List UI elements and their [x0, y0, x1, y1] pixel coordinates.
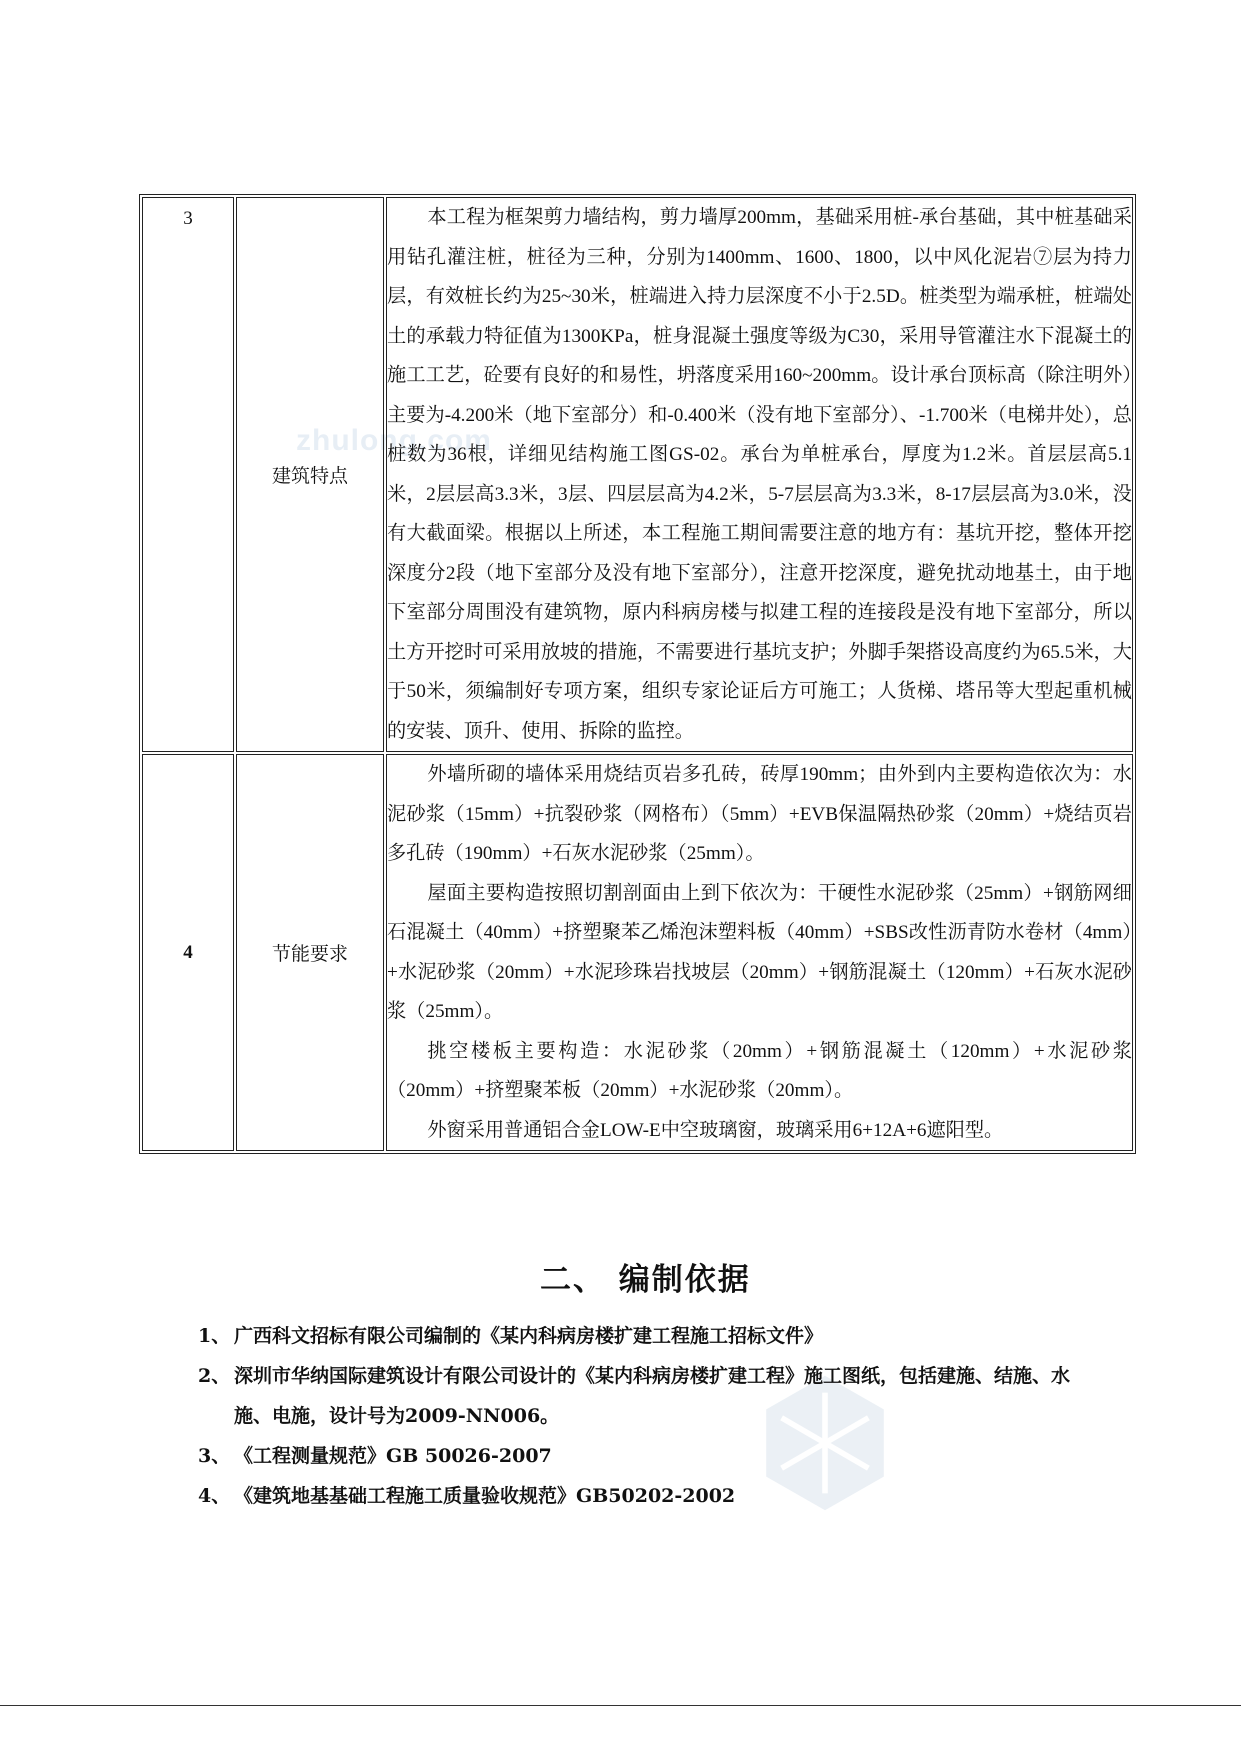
list-item	[198, 1476, 1098, 1516]
list-item-text: 《工程测量规范》GB 50026-2007	[234, 1445, 552, 1467]
content-paragraph: 外窗采用普通铝合金LOW-E中空玻璃窗，玻璃采用6+12A+6遮阳型。	[427, 1119, 1004, 1141]
list-item	[198, 1316, 1098, 1356]
row-category: 节能要求	[236, 754, 384, 1151]
content-paragraph: 屋面主要构造按照切割剖面由上到下依次为：干硬性水泥砂浆（25mm）+钢筋网细石混凝土（40mm）+挤塑聚苯乙烯泡沫塑料板（40mm）+SBS改性沥青防水卷材（4mm）+水泥砂浆（20mm）+水泥珍珠岩找坡层（20mm）+钢筋混凝土（120mm）+石灰水泥砂浆（25mm）。	[387, 882, 1132, 1022]
row-category: 建筑特点	[236, 197, 384, 752]
content-paragraph: 外墙所砌的墙体采用烧结页岩多孔砖，砖厚190mm；由外到内主要构造依次为：水泥砂浆（15mm）+抗裂砂浆（网格布）（5mm）+EVB保温隔热砂浆（20mm）+烧结页岩多孔砖（190mm）+石灰水泥砂浆（25mm）。	[387, 764, 1132, 864]
row-content	[386, 197, 1133, 752]
row-content	[386, 754, 1133, 1151]
section-heading: 二、 编制依据	[540, 1262, 751, 1298]
footer-divider	[0, 1705, 1241, 1706]
content-paragraph: 挑空楼板主要构造：水泥砂浆（20mm）+钢筋混凝土（120mm）+水泥砂浆（20mm）+挤塑聚苯板（20mm）+水泥砂浆（20mm）。	[387, 1040, 1132, 1101]
table-row	[142, 754, 1133, 1151]
watermark-text: zhulong.com	[296, 424, 492, 457]
project-spec-table	[139, 194, 1136, 1154]
content-paragraph: 本工程为框架剪力墙结构，剪力墙厚200mm，基础采用桩-承台基础，其中桩基础采用钻孔灌注桩，桩径为三种，分别为1400mm、1600、1800，以中风化泥岩⑦层为持力层，有效桩长约为25~30米，桩端进入持力层深度不小于2.5D。桩类型为端承桩，桩端处土的承载力特征值为1300KPa，桩身混凝土强度等级为C30，采用导管灌注水下混凝土的施工工艺，砼要有良好的和易性，坍落度采用160~200mm。设计承台顶标高（除注明外）主要为-4.200米（地下室部分）和-0.400米（没有地下室部分）、-1.700米（电梯井处），总桩数为36根，详细见结构施工图GS-02。承台为单桩承台，厚度为1.2米。首层层高5.1米，2层层高3.3米，3层、四层层高为4.2米，5-7层层高为3.3米，8-17层层高为3.0米，没有大截面梁。根据以上所述，本工程施工期间需要注意的地方有：基坑开挖，整体开挖深度分2段（地下室部分及没有地下室部分），注意开挖深度，避免扰动地基土，由于地下室部分周围没有建筑物，原内科病房楼与拟建工程的连接段是没有地下室部分，所以土方开挖时可采用放坡的措施，不需要进行基坑支护；外脚手架搭设高度约为65.5米，大于50米，须编制好专项方案，组织专家论证后方可施工；人货梯、塔吊等大型起重机械的安装、顶升、使用、拆除的监控。	[387, 207, 1132, 742]
table-row	[142, 197, 1133, 752]
list-item-text: 《建筑地基基础工程施工质量验收规范》GB50202-2002	[234, 1485, 736, 1507]
list-item-number: 4、	[198, 1485, 231, 1507]
list-item	[198, 1356, 1098, 1436]
list-item-number: 2、	[198, 1365, 231, 1387]
list-item-number: 3、	[198, 1445, 231, 1467]
basis-list	[198, 1316, 1098, 1516]
list-item	[198, 1436, 1098, 1476]
row-index: 4	[142, 754, 234, 1151]
row-index: 3	[142, 197, 234, 752]
list-item-number: 1、	[198, 1325, 231, 1347]
list-item-text: 深圳市华纳国际建筑设计有限公司设计的《某内科病房楼扩建工程》施工图纸，包括建施、结施、水施、电施，设计号为2009-NN006。	[234, 1365, 1071, 1427]
list-item-text: 广西科文招标有限公司编制的《某内科病房楼扩建工程施工招标文件》	[234, 1325, 824, 1347]
